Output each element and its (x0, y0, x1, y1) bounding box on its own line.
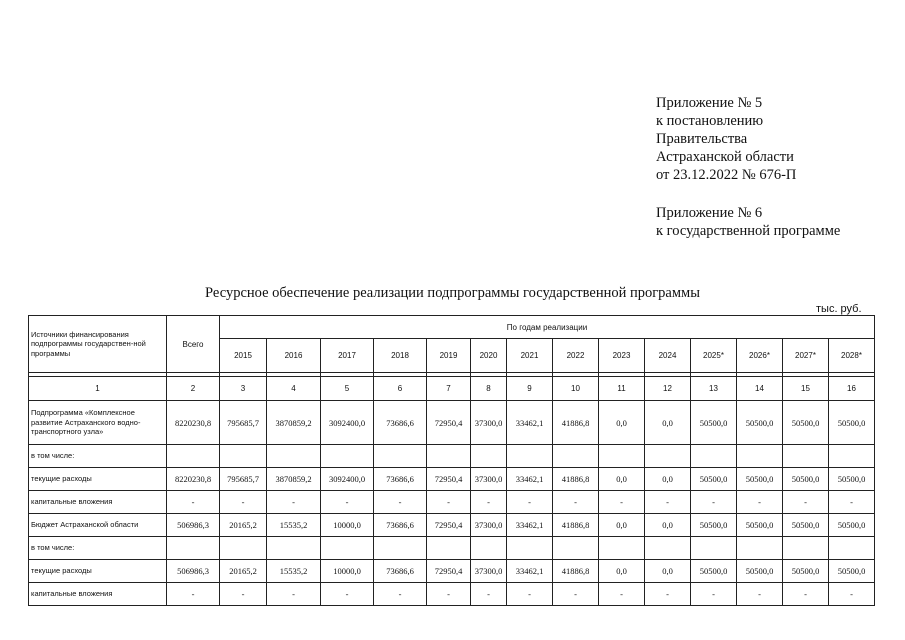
row-label: в том числе: (29, 445, 167, 468)
value-cell (471, 445, 507, 468)
value-cell: 50500,0 (737, 401, 783, 445)
value-cell: 15535,2 (267, 514, 321, 537)
row-label: капитальные вложения (29, 491, 167, 514)
table-row (29, 537, 875, 560)
value-cell: - (220, 491, 267, 514)
value-cell: 0,0 (599, 560, 645, 583)
value-cell: 50500,0 (691, 468, 737, 491)
value-cell (321, 537, 374, 560)
value-cell: 50500,0 (737, 468, 783, 491)
column-number: 8 (471, 377, 507, 401)
value-cell: - (267, 583, 321, 606)
table-row (29, 445, 875, 468)
column-number: 2 (167, 377, 220, 401)
value-cell: - (783, 583, 829, 606)
total-cell (167, 537, 220, 560)
value-cell (691, 445, 737, 468)
value-cell (374, 445, 427, 468)
value-cell: - (553, 583, 599, 606)
value-cell: 50500,0 (783, 401, 829, 445)
value-cell: 73686,6 (374, 401, 427, 445)
value-cell (267, 445, 321, 468)
value-cell: 72950,4 (427, 401, 471, 445)
value-cell: - (507, 583, 553, 606)
value-cell: 73686,6 (374, 468, 427, 491)
value-cell: - (374, 583, 427, 606)
column-number: 3 (220, 377, 267, 401)
total-cell (167, 445, 220, 468)
value-cell: 50500,0 (691, 401, 737, 445)
value-cell: 41886,8 (553, 468, 599, 491)
value-cell: 37300,0 (471, 401, 507, 445)
value-cell: 3870859,2 (267, 468, 321, 491)
value-cell: - (553, 491, 599, 514)
value-cell: 41886,8 (553, 514, 599, 537)
row-label: в том числе: (29, 537, 167, 560)
value-cell (507, 445, 553, 468)
value-cell: 0,0 (645, 468, 691, 491)
appendix-line: Правительства (656, 131, 748, 147)
total-cell: 8220230,8 (167, 401, 220, 445)
value-cell: - (220, 583, 267, 606)
table-row (29, 583, 875, 606)
column-number: 5 (321, 377, 374, 401)
value-cell: - (471, 491, 507, 514)
year-header: 2018 (374, 339, 427, 373)
year-header: 2022 (553, 339, 599, 373)
column-number: 11 (599, 377, 645, 401)
value-cell (553, 445, 599, 468)
value-cell: - (507, 491, 553, 514)
year-header: 2020 (471, 339, 507, 373)
column-number: 10 (553, 377, 599, 401)
year-header: 2015 (220, 339, 267, 373)
total-cell: 506986,3 (167, 560, 220, 583)
year-header: 2023 (599, 339, 645, 373)
column-number: 9 (507, 377, 553, 401)
page-title: Ресурсное обеспечение реализации подпрограммы государственной программы (205, 285, 700, 301)
value-cell: 73686,6 (374, 514, 427, 537)
value-cell: 795685,7 (220, 468, 267, 491)
column-number: 12 (645, 377, 691, 401)
table-row (29, 560, 875, 583)
total-column-header: Всего (167, 316, 220, 373)
column-number: 6 (374, 377, 427, 401)
column-number: 4 (267, 377, 321, 401)
value-cell: 3870859,2 (267, 401, 321, 445)
row-label: капитальные вложения (29, 583, 167, 606)
value-cell: - (599, 583, 645, 606)
value-cell: 10000,0 (321, 514, 374, 537)
appendix-line: к постановлению (656, 113, 764, 129)
year-header: 2016 (267, 339, 321, 373)
value-cell: 10000,0 (321, 560, 374, 583)
value-cell: 73686,6 (374, 560, 427, 583)
appendix-line: Приложение № 5 (656, 95, 763, 111)
value-cell: 72950,4 (427, 560, 471, 583)
value-cell: 50500,0 (691, 514, 737, 537)
years-group-header: По годам реализации (220, 316, 875, 339)
value-cell: - (829, 491, 875, 514)
total-cell: - (167, 583, 220, 606)
value-cell: 33462,1 (507, 401, 553, 445)
value-cell: 0,0 (599, 514, 645, 537)
total-cell: 506986,3 (167, 514, 220, 537)
value-cell (599, 537, 645, 560)
value-cell: - (599, 491, 645, 514)
value-cell: 33462,1 (507, 560, 553, 583)
value-cell (471, 537, 507, 560)
value-cell: 795685,7 (220, 401, 267, 445)
table-row (29, 401, 875, 445)
year-header: 2021 (507, 339, 553, 373)
value-cell: - (427, 491, 471, 514)
value-cell: 50500,0 (783, 468, 829, 491)
row-label: текущие расходы (29, 560, 167, 583)
value-cell: 50500,0 (691, 560, 737, 583)
total-cell: - (167, 491, 220, 514)
value-cell: 72950,4 (427, 514, 471, 537)
total-cell: 8220230,8 (167, 468, 220, 491)
column-number: 7 (427, 377, 471, 401)
appendix-header (656, 94, 840, 240)
value-cell: - (737, 583, 783, 606)
value-cell (599, 445, 645, 468)
financing-table (28, 315, 875, 606)
year-header: 2024 (645, 339, 691, 373)
year-header: 2028* (829, 339, 875, 373)
value-cell (737, 537, 783, 560)
value-cell (783, 537, 829, 560)
value-cell: - (645, 583, 691, 606)
column-number: 14 (737, 377, 783, 401)
value-cell (427, 445, 471, 468)
row-label: Подпрограмма «Комплексное развитие Астраханского водно-транспортного узла» (29, 401, 167, 445)
row-label: Бюджет Астраханской области (29, 514, 167, 537)
table-row (29, 514, 875, 537)
year-header: 2027* (783, 339, 829, 373)
column-number: 1 (29, 377, 167, 401)
value-cell: - (829, 583, 875, 606)
source-column-header: Источники финансирования подпрограммы государствен-ной программы (29, 316, 167, 373)
value-cell (267, 537, 321, 560)
value-cell: - (737, 491, 783, 514)
table-row (29, 468, 875, 491)
value-cell: 0,0 (645, 514, 691, 537)
appendix-line: к государственной программе (656, 223, 841, 239)
value-cell: - (691, 583, 737, 606)
value-cell (829, 445, 875, 468)
value-cell (220, 537, 267, 560)
value-cell: 50500,0 (783, 514, 829, 537)
value-cell (220, 445, 267, 468)
value-cell: 50500,0 (829, 514, 875, 537)
column-number: 15 (783, 377, 829, 401)
value-cell: 0,0 (599, 401, 645, 445)
value-cell (783, 445, 829, 468)
value-cell (374, 537, 427, 560)
year-header: 2025* (691, 339, 737, 373)
value-cell: 37300,0 (471, 468, 507, 491)
value-cell: 41886,8 (553, 560, 599, 583)
value-cell (645, 445, 691, 468)
column-number-row (29, 377, 875, 401)
value-cell (829, 537, 875, 560)
value-cell: 41886,8 (553, 401, 599, 445)
value-cell: 50500,0 (829, 401, 875, 445)
year-header: 2026* (737, 339, 783, 373)
value-cell (645, 537, 691, 560)
appendix-line: от 23.12.2022 № 676-П (656, 167, 797, 183)
value-cell (737, 445, 783, 468)
value-cell (507, 537, 553, 560)
value-cell: 37300,0 (471, 514, 507, 537)
value-cell: 50500,0 (829, 560, 875, 583)
value-cell (553, 537, 599, 560)
value-cell: 50500,0 (783, 560, 829, 583)
value-cell: 20165,2 (220, 514, 267, 537)
year-header: 2017 (321, 339, 374, 373)
value-cell: 0,0 (645, 560, 691, 583)
value-cell: - (691, 491, 737, 514)
value-cell (321, 445, 374, 468)
value-cell: 72950,4 (427, 468, 471, 491)
value-cell: - (645, 491, 691, 514)
value-cell: - (427, 583, 471, 606)
value-cell: 15535,2 (267, 560, 321, 583)
column-number: 16 (829, 377, 875, 401)
row-label: текущие расходы (29, 468, 167, 491)
value-cell: 37300,0 (471, 560, 507, 583)
value-cell: 20165,2 (220, 560, 267, 583)
value-cell: - (471, 583, 507, 606)
value-cell: 50500,0 (737, 514, 783, 537)
column-number: 13 (691, 377, 737, 401)
header-gap (656, 184, 840, 204)
year-header: 2019 (427, 339, 471, 373)
value-cell: 50500,0 (737, 560, 783, 583)
table-body (29, 401, 875, 606)
value-cell: - (321, 583, 374, 606)
value-cell: 0,0 (645, 401, 691, 445)
table-row (29, 491, 875, 514)
value-cell (691, 537, 737, 560)
value-cell: 50500,0 (829, 468, 875, 491)
units-label: тыс. руб. (816, 303, 862, 315)
appendix-line: Приложение № 6 (656, 205, 763, 221)
value-cell: 33462,1 (507, 468, 553, 491)
value-cell: 0,0 (599, 468, 645, 491)
value-cell: - (321, 491, 374, 514)
value-cell: 33462,1 (507, 514, 553, 537)
value-cell: 3092400,0 (321, 401, 374, 445)
value-cell: 3092400,0 (321, 468, 374, 491)
value-cell: - (783, 491, 829, 514)
value-cell: - (267, 491, 321, 514)
appendix-line: Астраханской области (656, 149, 794, 165)
value-cell: - (374, 491, 427, 514)
value-cell (427, 537, 471, 560)
